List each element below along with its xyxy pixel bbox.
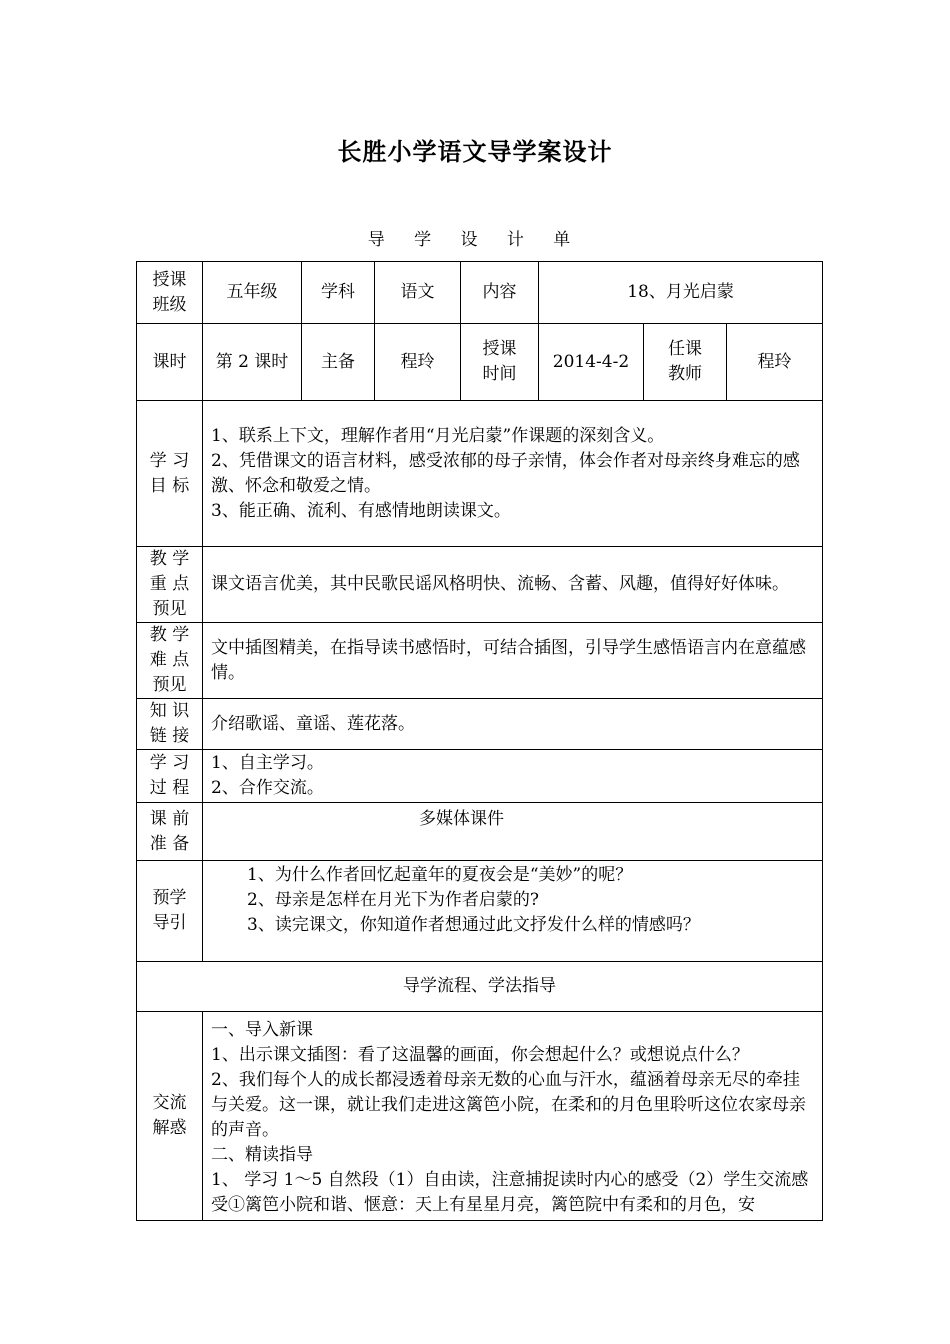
label-line: 交流 (152, 1093, 187, 1113)
preview-item: 1、为什么作者回忆起童年的夏夜会是“美妙”的呢？ (247, 865, 633, 885)
label-line: 链 接 (149, 726, 190, 746)
sheet-subtitle: 导 学 设 计 单 (367, 230, 583, 250)
subject-value: 语文 (375, 262, 461, 324)
exchange-line: 二、精读指导 (211, 1145, 313, 1165)
process-content (203, 750, 823, 803)
exchange-content (203, 1012, 823, 1221)
label-line: 预学 (152, 888, 187, 908)
label-line: 预见 (152, 599, 187, 619)
goals-label-line: 目 标 (149, 475, 190, 496)
label-line: 难 点 (149, 650, 190, 670)
table-row-preparation (137, 803, 823, 861)
date-value: 2014-4-2 (539, 324, 644, 401)
preview-item: 3、读完课文，你知道作者想通过此文抒发什么样的情感吗？ (247, 915, 700, 935)
period-label: 课时 (137, 324, 203, 401)
process-item: 1、自主学习。 (211, 753, 324, 773)
goals-label-line: 学 习 (149, 450, 190, 471)
label-line: 课 前 (149, 808, 190, 829)
exchange-label (137, 1012, 203, 1221)
table-row-period-info (137, 324, 823, 401)
table-row-flow-header (137, 962, 823, 1012)
label-line: 预见 (152, 675, 187, 695)
exchange-line: 2、我们每个人的成长都浸透着母亲无数的心血与汗水，蕴涵着母亲无尽的牵挂与关爱。这一课，就让我们走进这篱笆小院，在柔和的月色里聆听这位农家母亲的声音。 (211, 1070, 806, 1140)
preview-label (137, 861, 203, 962)
period-value: 第 2 课时 (203, 324, 302, 401)
lead-value: 程玲 (375, 324, 461, 401)
preview-content (203, 861, 823, 962)
goals-content (203, 401, 823, 547)
flow-header: 导学流程、学法指导 (137, 962, 823, 1012)
label-line: 知 识 (149, 701, 190, 721)
key-points-label (137, 547, 203, 623)
class-value: 五年级 (203, 262, 302, 324)
label-line: 过 程 (149, 778, 190, 798)
process-label (137, 750, 203, 803)
label-line: 教 学 (149, 625, 190, 645)
exchange-line: 1、出示课文插图：看了这温馨的画面，你会想起什么？或想说点什么？ (211, 1045, 749, 1065)
subject-label: 学科 (302, 262, 375, 324)
exchange-line: 一、导入新课 (211, 1020, 313, 1040)
table-row-preview (137, 861, 823, 962)
table-row-class-info (137, 262, 823, 324)
lesson-design-table (136, 261, 823, 1221)
difficulties-text: 文中插图精美，在指导读书感悟时，可结合插图，引导学生感悟语言内在意蕴感情。 (203, 623, 823, 699)
preparation-text: 多媒体课件 (203, 803, 823, 861)
table-row-process (137, 750, 823, 803)
key-points-text: 课文语言优美，其中民歌民谣风格明快、流畅、含蓄、风趣，值得好好体味。 (203, 547, 823, 623)
preparation-label (137, 803, 203, 861)
teacher-label: 任课 教师 (644, 324, 727, 401)
label-line: 学 习 (149, 753, 190, 773)
content-value: 18、月光启蒙 (539, 262, 823, 324)
goal-item: 3、能正确、流利、有感情地朗读课文。 (211, 500, 511, 521)
table-row-goals (137, 401, 823, 547)
lead-label: 主备 (302, 324, 375, 401)
knowledge-text: 介绍歌谣、童谣、莲花落。 (203, 699, 823, 750)
goal-item: 1、联系上下文，理解作者用“月光启蒙”作课题的深刻含义。 (211, 425, 665, 446)
date-label: 授课 时间 (461, 324, 539, 401)
class-label: 授课 班级 (137, 262, 203, 324)
label-line: 准 备 (149, 833, 190, 854)
table-row-exchange (137, 1012, 823, 1221)
content-label: 内容 (461, 262, 539, 324)
label-line: 教 学 (149, 549, 190, 569)
table-row-knowledge (137, 699, 823, 750)
page-title: 长胜小学语文导学案设计 (337, 138, 613, 166)
goals-label (137, 401, 203, 547)
table-row-key-points (137, 547, 823, 623)
label-line: 导引 (152, 913, 187, 933)
knowledge-label (137, 699, 203, 750)
table-row-difficulties (137, 623, 823, 699)
process-item: 2、合作交流。 (211, 778, 324, 798)
exchange-line: 1、 学习 1～5 自然段（1）自由读，注意捕捉读时内心的感受（2）学生交流感受①篱笆小院和谐、惬意：天上有星星月亮，篱笆院中有柔和的月色，安 (211, 1170, 809, 1215)
label-line: 解惑 (152, 1118, 187, 1138)
preview-item: 2、母亲是怎样在月光下为作者启蒙的? (247, 890, 539, 910)
label-line: 重 点 (149, 574, 190, 594)
goal-item: 2、凭借课文的语言材料，感受浓郁的母子亲情，体会作者对母亲终身难忘的感激、怀念和敬爱之情。 (211, 450, 800, 496)
difficulties-label (137, 623, 203, 699)
teacher-value: 程玲 (727, 324, 823, 401)
